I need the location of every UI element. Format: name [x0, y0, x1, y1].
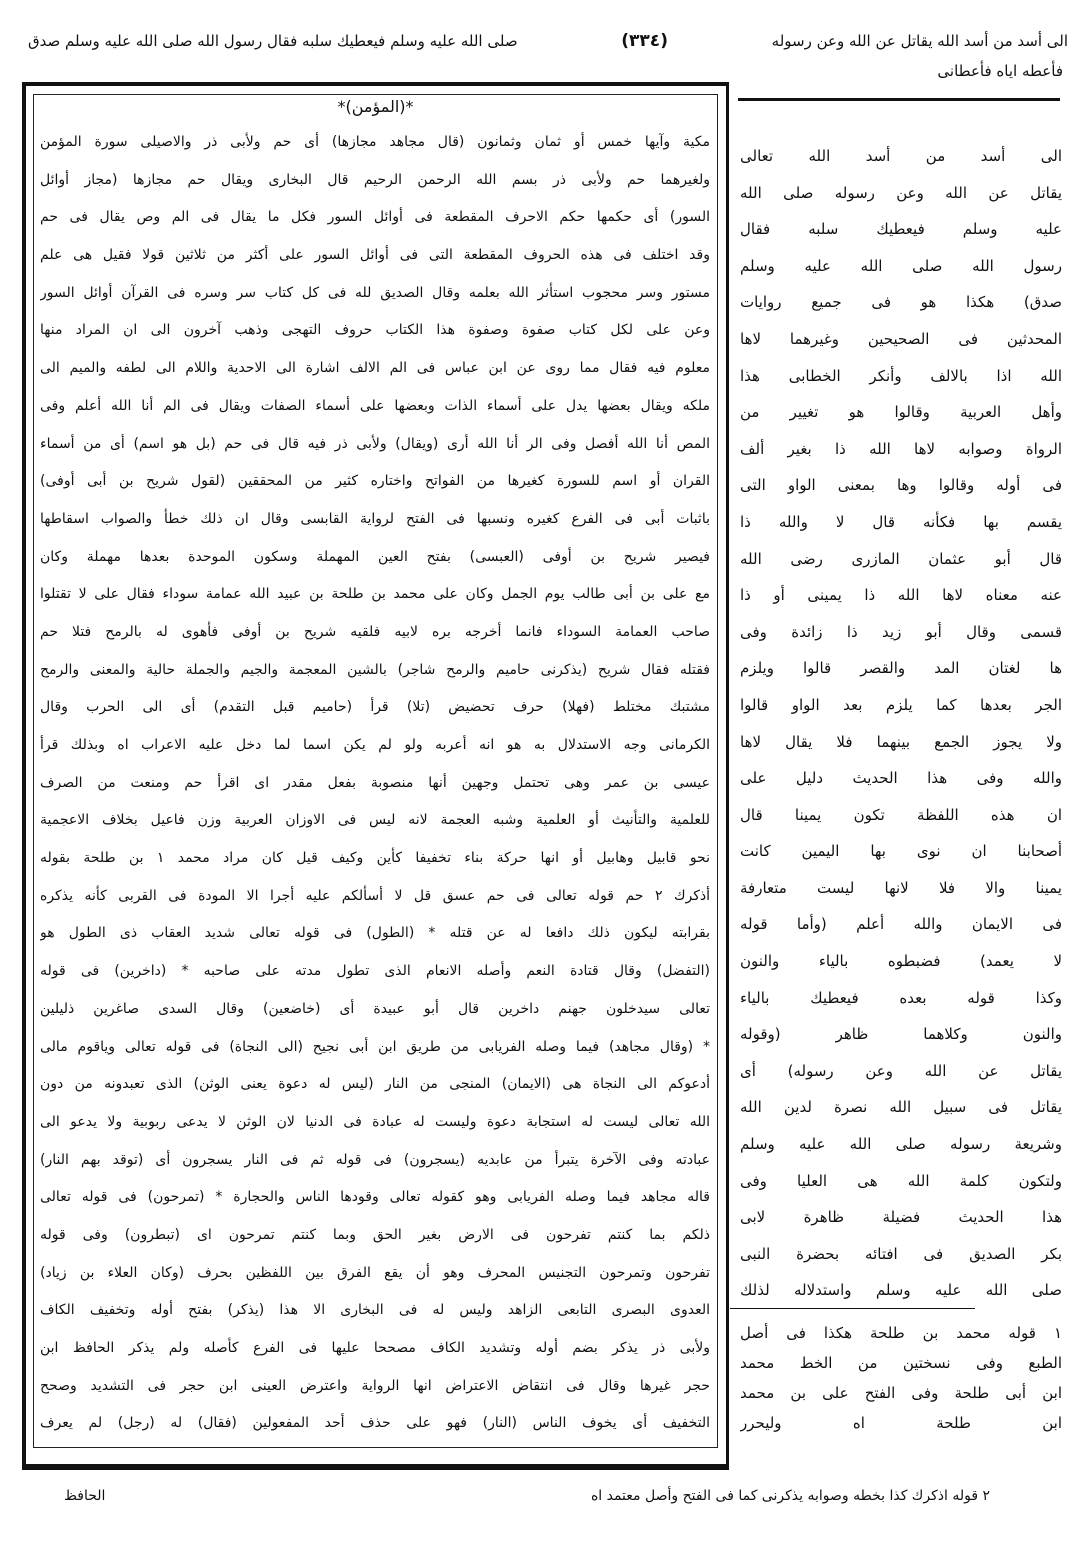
page-number: (٣٣٤): [621, 31, 668, 51]
main-text-line: باثبات أبى فى الفرع كغيره ونسبها فى الفتح لرواية القابسى وقال ان ذلك خطأ والصواب اسقاطها: [40, 510, 710, 527]
main-text-line: بقرابته ليكون ذلك دافعا له عن قتله * (الطول) فى قوله تعالى شديد العقاب ذى الطول هو: [40, 925, 710, 942]
side-text-line: أصحابنا ان نوى بها اليمين كانت: [740, 842, 1062, 861]
main-text-line: * (وقال مجاهد) فيما وصله الفريابى من طريق ابن أبى نجيح (الى النجاة) فى قوله تعالى وياقوم مالى: [40, 1038, 710, 1055]
catchword: الحافظ: [64, 1488, 106, 1504]
side-text-line: والنون وكلاهما ظاهر (وقوله: [740, 1025, 1062, 1044]
side-text-line: يقاتل عن الله وعن رسوله) أى: [740, 1061, 1062, 1080]
side-text-line: ان هذه اللفظة تكون يمينا قال: [740, 805, 1062, 824]
side-text-line: ولا يجوز الجمع بينهما فلا يقال لاها: [740, 732, 1062, 751]
main-text-line: تفرحون وتمرحون التجنيس المحرف وهو أن يقع الفرق بين اللفظين بحرف (وكان العلاء بن زياد): [40, 1264, 710, 1281]
footnote-line: ابن طلحة اه وليحرر: [740, 1414, 1062, 1432]
side-text-line: الى أسد من أسد الله تعالى: [740, 147, 1062, 165]
main-text-line: عيسى بن عمر وهى تحتمل وجهين أنها منصوبة بفعل مقدر اى اقرأ حم ومنعت من الصرف: [40, 774, 710, 791]
footnote-line: ابن أبى طلحة وفى الفتح على بن محمد: [740, 1384, 1062, 1402]
side-text-line: عنه معناه لاها الله ذا يمينى أو ذا: [740, 586, 1062, 605]
header-continuation: فأعطه اياه فأعطانى: [937, 62, 1063, 80]
running-header: [28, 26, 1068, 56]
side-text-line: بكر الصديق فى افتائه بحضرة النبى: [740, 1244, 1062, 1263]
side-text-line: رسول الله صلى الله عليه وسلم: [740, 256, 1062, 275]
main-text-line: فقتله فقال شريح (يذكرنى حاميم والرمح شاجر) بالشين المعجمة والجيم والجملة حالية والمعنى والرمح: [40, 661, 710, 678]
main-text-line: وعن على لكل كتاب صفوة وصفوة هذا الكتاب حروف التهجى وذهب آخرون الى ان المراد منها: [40, 322, 710, 339]
side-text-line: ولتكون كلمة الله هى العليا وفى: [740, 1171, 1062, 1190]
main-text-line: تعالى سيدخلون جهنم داخرين قال أبو عبيدة أى (خاضعين) وقال السدى صاغرين ذليلين: [40, 1000, 710, 1017]
main-text-line: الله تعالى ليست له استجابة دعوة وليست له عبادة فى الدنيا لان الوثن لا يدعى ربوبية ولا يدعو الى: [40, 1113, 710, 1130]
main-text-line: المص أنا الله أفصل وفى الر أنا الله أرى (ويقال) ولأبى ذر فيه قال فى حم (بل هو اسم) أى من أسماء: [40, 435, 710, 452]
main-text-line: الكرمانى وجه الاستدلال به هو انه أعربه ولو لم يكن اسما لما دخل عليه الاعراب اه وبذلك قرأ: [40, 737, 710, 753]
side-footnotes: [740, 1318, 1062, 1438]
main-text-line: قاله مجاهد فيما وصله الفريابى وهو كقوله تعالى وقودها الناس والحجارة * (تمرحون) فى قوله تعالى: [40, 1189, 710, 1206]
side-column-top-rule: [738, 98, 1060, 101]
main-text-line: معلوم فيه فقال مما روى عن ابن عباس فى الم الالف اشارة الى الاحدية واللام الى لطفه والميم الى: [40, 360, 710, 377]
main-text-body: [40, 124, 710, 1443]
main-text-line: فيصير شريح بن أوفى (العبسى) بفتح العين المهملة وسكون الموحدة بعدها مهملة وكان: [40, 548, 710, 565]
surah-title: *(المؤمن)*: [337, 97, 414, 116]
bottom-footnote: ٢ قوله اذكرك كذا بخطه وصوابه يذكرنى كما فى الفتح وأصل معتمد اه: [590, 1488, 990, 1504]
side-commentary-body: [740, 138, 1062, 1309]
side-text-line: صدق) هكذا هو فى جميع روايات: [740, 293, 1062, 312]
header-text-right: الى أسد من أسد الله يقاتل عن الله وعن رسوله: [771, 32, 1068, 50]
side-text-line: يقاتل عن الله وعن رسوله صلى الله: [740, 183, 1062, 202]
main-text-line: وقد اختلف فى هذه الحروف المقطعة التى فى أوائل السور على أكثر من ثلاثين قولا فقيل هى علم: [40, 247, 710, 264]
footnote-line: ١ قوله محمد بن طلحة هكذا فى أصل: [740, 1324, 1062, 1342]
side-text-line: الجر بعدها كما يلزم بعد الواو قالوا: [740, 695, 1062, 714]
side-text-line: وكذا قوله بعده فيعطيك بالياء: [740, 988, 1062, 1007]
side-text-line: وأهل العربية وقالوا هو تغيير من: [740, 403, 1062, 422]
side-text-line: والله وفى هذا الحديث دليل على: [740, 769, 1062, 788]
main-text-line: أذكرك ٢ حم قوله تعالى فى حم عسق قل لا أسألكم عليه أجرا الا المودة فى القربى كأنه يذكره: [40, 887, 710, 904]
side-text-line: قال أبو عثمان المازرى رضى الله: [740, 549, 1062, 568]
side-text-line: هذا الحديث فضيلة ظاهرة لابى: [740, 1208, 1062, 1227]
main-text-line: صاحب العمامة السوداء فانما أخرجه بره لابيه فلقيه شريح بن أوفى فأهوى له بالرمح فتلا حم: [40, 623, 710, 640]
side-text-line: صلى الله عليه وسلم واستدلاله لذلك: [740, 1281, 1062, 1300]
main-text-line: مع على بن أبى طالب يوم الجمل وكان على محمد بن طلحة بن عبيد الله عمامة سوداء فقال على لا تقتلوا: [40, 586, 710, 603]
main-text-line: (التفضل) وقال قتادة النعم وأصله الانعام الذى تطول مدته على صاحبه * (داخرين) فى قوله: [40, 963, 710, 980]
main-text-line: نحو قابيل وهابيل أو انها حركة بناء تخفيفا كأين وكيف قيل كان مراد محمد ١ بن طلحة بقوله: [40, 850, 710, 867]
main-text-line: التخفيف أى يخوف الناس (النار) فهو على حذف أحد المفعولين (فقال) له (رجل) لم يعرف: [40, 1415, 710, 1432]
main-text-line: السور) أى حكمها حكم الاحرف المقطعة فى أوائل السور فكل ما يقال فى الم وص يقال فى حم: [40, 209, 710, 226]
footnote-divider: [730, 1308, 975, 1309]
side-text-line: الرواة وصوابه لاها الله ذا بغير ألف: [740, 439, 1062, 458]
side-text-line: المحدثين فى الصحيحين وغيرهما لاها: [740, 329, 1062, 348]
main-text-line: حجر غيرها وقال فى انتقاض الاعتراض انها الرواية واعترض العينى ابن حجر فى التشديد وصحح: [40, 1377, 710, 1394]
side-text-line: وشريعة رسوله صلى الله عليه وسلم: [740, 1135, 1062, 1154]
main-text-line: مشتبك مختلط (فهلا) حرف تحضيض (تلا) قرأ (حاميم قبل التقدم) أى الى الحرب وقال: [40, 699, 710, 716]
main-text-line: ذلكم بما كنتم تفرحون فى الارض بغير الحق وبما كنتم تمرحون اى (تبطرون) وفى قوله: [40, 1226, 710, 1243]
main-text-line: مستور وسر محجوب استأثر الله بعلمه وقال الصديق لله فى كل كتاب سر وسره فى القرآن أوائل السور: [40, 284, 710, 301]
side-text-line: لا يعمد) فضبطوه بالياء والنون: [740, 952, 1062, 971]
main-text-line: للعلمية والتأنيث أو العلمية وشبه العجمة لانه ليس فى الاوزان العربية وزن فاعيل بخلاف الاعجمية: [40, 812, 710, 829]
footnote-line: الطبع وفى نسختين من الخط محمد: [740, 1354, 1062, 1372]
main-text-line: ملكه ويقال بعضها يدل على أسماء الذات وبعضها على أسماء الصفات ويقال فى الم أنا الله أعلم وفى: [40, 397, 710, 414]
main-text-line: عبادته وفى الآخرة يتبرأ من عابديه (يسجرون) فى قوله ثم فى النار يسجرون أى (توقد بهم النار): [40, 1151, 710, 1168]
side-text-line: يمينا والا فلا لانها ليست متعارفة: [740, 878, 1062, 897]
side-text-line: ها لغتان المد والقصر قالوا ويلزم: [740, 659, 1062, 678]
side-text-line: عليه وسلم فيعطيك سلبه فقال: [740, 220, 1062, 239]
side-text-line: قسمى وقال أبو زيد ذا زائدة وفى: [740, 622, 1062, 641]
side-text-line: الله اذا بالالف وأنكر الخطابى هذا: [740, 366, 1062, 385]
main-text-line: العدوى البصرى التابعى الزاهد وليس له فى البخارى الا هذا (يذكر) بفتح أوله وتخفيف الكاف: [40, 1302, 710, 1319]
main-text-line: القران أو اسم للسورة كغيرها من الفواتح واختاره كثير من المحققين (لقول شريح بن أبى أوفى): [40, 473, 710, 490]
side-text-line: يقاتل فى سبيل الله نصرة لدين الله: [740, 1098, 1062, 1117]
side-text-line: فى الايمان والله أعلم (وأما قوله: [740, 915, 1062, 934]
main-text-line: ولأبى ذر يذكر بضم أوله وتشديد الكاف مصححا عليها فى الفرع كأصله ولم يذكر الحافظ ابن: [40, 1340, 710, 1356]
side-text-line: يقسم بها فكأنه قال لا والله ذا: [740, 512, 1062, 531]
side-text-line: فى أوله وقالوا وها بمعنى الواو التى: [740, 476, 1062, 495]
main-text-line: مكية وآيها خمس أو ثمان وثمانون (قال مجاهد مجازها) أى حم ولأبى ذر والاصيلى سورة المؤمن: [40, 134, 710, 150]
header-text-left: صلى الله عليه وسلم فيعطيك سلبه فقال رسول الله صلى الله عليه وسلم صدق: [28, 32, 518, 50]
main-text-line: ولغيرهما حم ولأبى ذر بسم الله الرحمن الرحيم قال البخارى ويقال حم مجازها (مجاز أوائل: [40, 171, 710, 188]
main-text-line: أدعوكم الى النجاة هى (الايمان) المنجى من النار (ليس له دعوة يعنى الوثن) الذى تعبدونه من دون: [40, 1076, 710, 1093]
